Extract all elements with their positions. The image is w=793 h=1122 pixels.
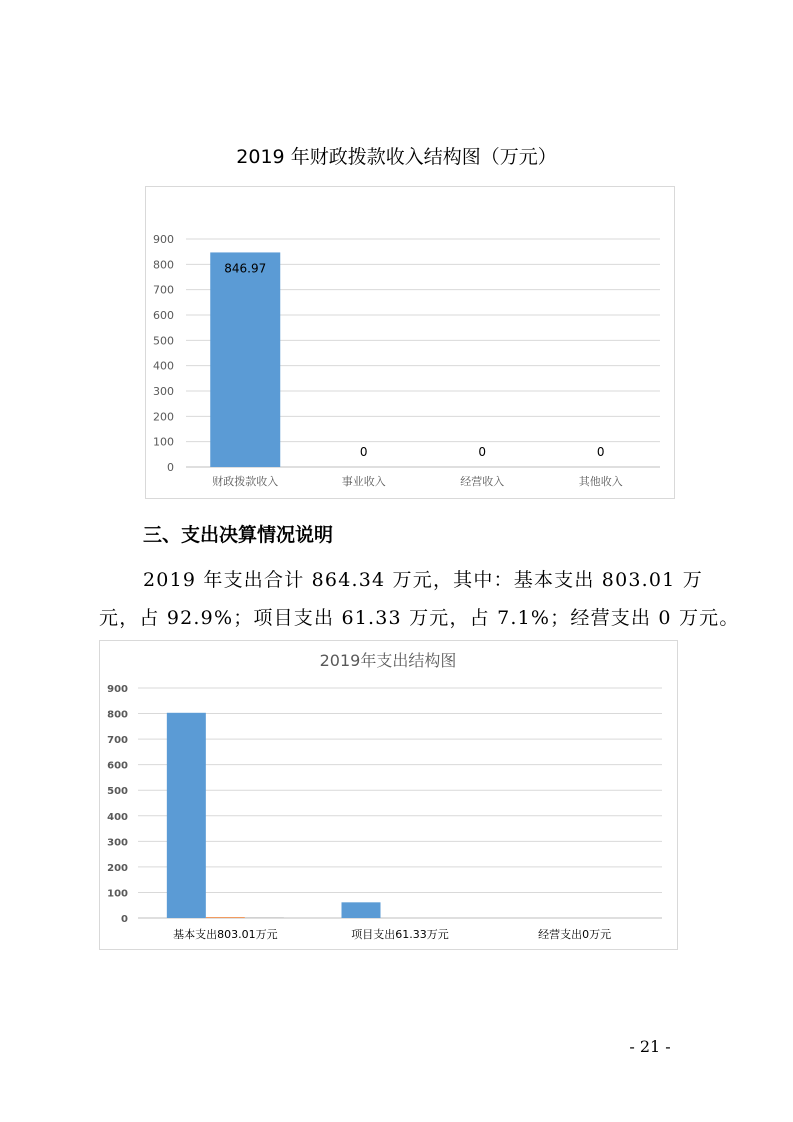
page-number: - 21 -	[629, 1037, 671, 1056]
expenditure-chart-svg	[100, 641, 677, 949]
y-tick-label: 700	[153, 283, 174, 297]
bar	[245, 917, 284, 918]
y-tick-label: 400	[153, 359, 174, 373]
y-tick-label: 200	[153, 410, 174, 424]
x-tick-label: 财政拨款收入	[212, 475, 279, 488]
y-tick-label: 900	[107, 684, 128, 695]
x-tick-label: 其他收入	[578, 475, 623, 488]
y-tick-label: 800	[153, 258, 174, 272]
y-tick-label: 600	[107, 760, 128, 772]
expenditure-structure-chart	[99, 640, 678, 950]
revenue-structure-chart	[145, 186, 675, 499]
expenditure-paragraph-line-2: 元，占 92.9%；项目支出 61.33 万元，占 7.1%；经营支出 0 万元。	[99, 607, 740, 629]
data-label: 0	[359, 445, 368, 459]
y-tick-label: 700	[107, 735, 128, 747]
y-tick-label: 900	[153, 233, 174, 246]
x-tick-label: 经营收入	[460, 475, 505, 488]
y-tick-label: 0	[167, 461, 174, 474]
x-tick-label: 事业收入	[341, 475, 386, 488]
x-tick-label: 基本支出803.01万元	[173, 928, 278, 941]
y-tick-label: 800	[107, 709, 128, 721]
y-tick-label: 600	[153, 309, 174, 322]
y-tick-label: 0	[121, 914, 128, 925]
chart2-title: 2019年支出结构图	[319, 651, 457, 670]
y-tick-label: 200	[107, 862, 128, 874]
data-label: 0	[478, 445, 487, 459]
y-tick-label: 300	[107, 837, 128, 849]
data-label: 846.97	[224, 261, 267, 276]
x-tick-label: 项目支出61.33万元	[351, 928, 449, 941]
bar	[210, 252, 280, 467]
y-tick-label: 300	[153, 385, 174, 398]
revenue-chart-svg	[146, 187, 674, 498]
y-tick-label: 400	[107, 811, 128, 823]
data-label: 0	[596, 445, 605, 459]
y-tick-label: 500	[153, 334, 174, 348]
expenditure-paragraph-line-1: 2019 年支出合计 864.34 万元，其中：基本支出 803.01 万	[143, 569, 703, 591]
chart1-title: 2019 年财政拨款收入结构图（万元）	[236, 146, 557, 168]
y-tick-label: 100	[153, 435, 174, 449]
section-heading: 三、支出决算情况说明	[143, 524, 334, 546]
bar	[206, 917, 245, 918]
bar	[342, 902, 381, 918]
bar	[167, 713, 206, 918]
y-tick-label: 100	[107, 888, 128, 900]
x-tick-label: 经营支出0万元	[538, 928, 612, 941]
y-tick-label: 500	[107, 786, 128, 798]
